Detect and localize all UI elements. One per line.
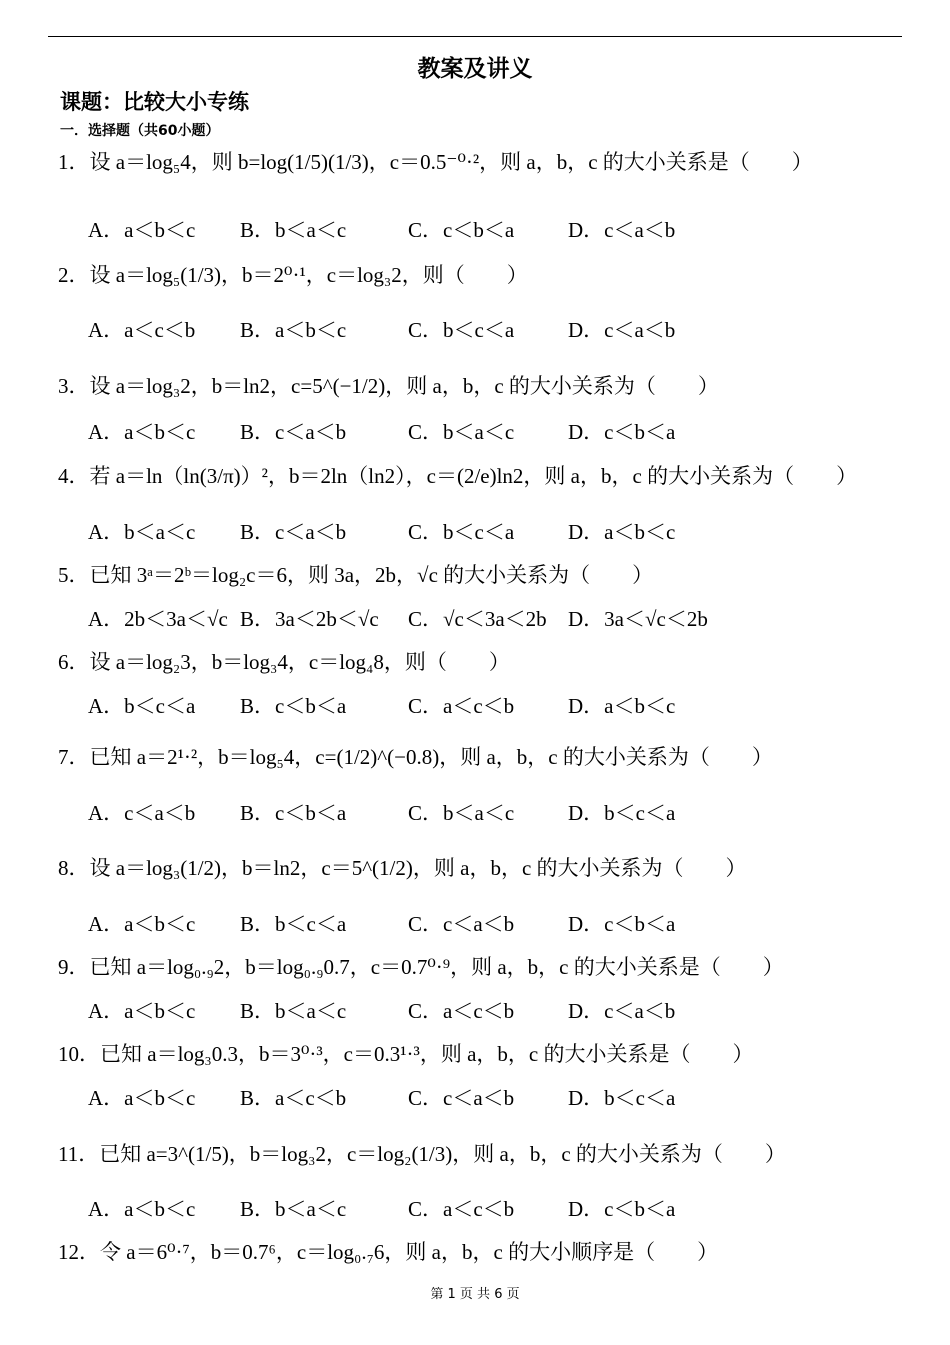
question-2: 2．设 a＝log₅(1/3)，b＝2⁰·¹，c＝log₃2，则（ ） <box>58 263 528 287</box>
question-11: 11．已知 a=3^(1/5)，b＝log₃2，c＝log₂(1/3)，则 a，b，c 的大小关系为（ ） <box>58 1142 786 1166</box>
option-a[interactable]: A．a＜b＜c <box>88 1197 196 1221</box>
question-9: 9．已知 a＝log₀.₉2，b＝log₀.₉0.7，c＝0.7⁰·⁹，则 a，b，c 的大小关系是（ ） <box>58 955 784 979</box>
option-d[interactable]: D．a＜b＜c <box>568 694 676 718</box>
option-d[interactable]: D．c＜a＜b <box>568 218 676 242</box>
option-b[interactable]: B．a＜c＜b <box>240 1086 347 1110</box>
option-d[interactable]: D．c＜b＜a <box>568 1197 676 1221</box>
option-a[interactable]: A．a＜b＜c <box>88 999 196 1023</box>
question-1: 1．设 a＝log₅4，则 b=log(1/5)(1/3)，c＝0.5⁻⁰·²，则 a，b，c 的大小关系是（ ） <box>58 150 813 174</box>
option-c[interactable]: C．b＜a＜c <box>408 420 515 444</box>
option-b[interactable]: B．b＜a＜c <box>240 218 347 242</box>
option-d[interactable]: D．a＜b＜c <box>568 520 676 544</box>
question-7: 7．已知 a＝2¹·²，b＝log₅4，c=(1/2)^(−0.8)，则 a，b，c 的大小关系为（ ） <box>58 745 773 769</box>
option-a[interactable]: A．a＜b＜c <box>88 420 196 444</box>
option-a[interactable]: A．2b＜3a＜√c <box>88 607 228 631</box>
option-b[interactable]: B．c＜a＜b <box>240 420 347 444</box>
option-b[interactable]: B．b＜a＜c <box>240 1197 347 1221</box>
header-rule <box>48 36 902 37</box>
option-b[interactable]: B．c＜b＜a <box>240 801 347 825</box>
option-a[interactable]: A．b＜a＜c <box>88 520 196 544</box>
option-a[interactable]: A．a＜b＜c <box>88 912 196 936</box>
option-c[interactable]: C．a＜c＜b <box>408 999 515 1023</box>
option-d[interactable]: D．c＜b＜a <box>568 912 676 936</box>
option-b[interactable]: B．3a＜2b＜√c <box>240 607 379 631</box>
option-a[interactable]: A．c＜a＜b <box>88 801 196 825</box>
option-b[interactable]: B．c＜a＜b <box>240 520 347 544</box>
option-a[interactable]: A．a＜b＜c <box>88 218 196 242</box>
option-c[interactable]: C．b＜a＜c <box>408 801 515 825</box>
option-a[interactable]: A．b＜c＜a <box>88 694 196 718</box>
option-c[interactable]: C．c＜a＜b <box>408 1086 515 1110</box>
option-c[interactable]: C．a＜c＜b <box>408 1197 515 1221</box>
option-d[interactable]: D．3a＜√c＜2b <box>568 607 708 631</box>
question-6: 6．设 a＝log₂3，b＝log₃4，c＝log₄8，则（ ） <box>58 650 510 674</box>
question-8: 8．设 a＝log₃(1/2)，b＝ln2，c＝5^(1/2)，则 a，b，c 的大小关系为（ ） <box>58 856 747 880</box>
option-c[interactable]: C．b＜c＜a <box>408 520 515 544</box>
option-c[interactable]: C．√c＜3a＜2b <box>408 607 547 631</box>
question-10: 10．已知 a＝log₃0.3，b＝3⁰·³，c＝0.3¹·³，则 a，b，c 的大小关系是（ ） <box>58 1042 754 1066</box>
option-d[interactable]: D．c＜a＜b <box>568 999 676 1023</box>
option-c[interactable]: C．a＜c＜b <box>408 694 515 718</box>
question-3: 3．设 a＝log₃2，b＝ln2，c=5^(−1/2)，则 a，b，c 的大小关系为（ ） <box>58 374 719 398</box>
question-12: 12．令 a＝6⁰·⁷，b＝0.7⁶，c＝log₀.₇6，则 a，b，c 的大小顺序是（ ） <box>58 1240 719 1264</box>
option-c[interactable]: C．c＜a＜b <box>408 912 515 936</box>
option-d[interactable]: D．b＜c＜a <box>568 801 676 825</box>
option-d[interactable]: D．b＜c＜a <box>568 1086 676 1110</box>
option-b[interactable]: B．c＜b＜a <box>240 694 347 718</box>
page-footer: 第 1 页 共 6 页 <box>430 1287 520 1302</box>
lesson-topic: 课题：比较大小专练 <box>60 90 249 114</box>
page-title: 教案及讲义 <box>417 56 533 82</box>
option-a[interactable]: A．a＜c＜b <box>88 318 196 342</box>
question-4: 4．若 a＝ln（ln(3/π)）²，b＝2ln（ln2），c＝(2/e)ln2，则 a，b，c 的大小关系为（ ） <box>58 464 858 488</box>
option-d[interactable]: D．c＜a＜b <box>568 318 676 342</box>
option-c[interactable]: C．c＜b＜a <box>408 218 515 242</box>
option-b[interactable]: B．b＜a＜c <box>240 999 347 1023</box>
section-heading: 一．选择题（共60小题） <box>60 123 220 139</box>
question-5: 5．已知 3ᵃ＝2ᵇ＝log₂c＝6，则 3a，2b，√c 的大小关系为（ ） <box>58 563 654 587</box>
option-c[interactable]: C．b＜c＜a <box>408 318 515 342</box>
option-b[interactable]: B．a＜b＜c <box>240 318 347 342</box>
option-b[interactable]: B．b＜c＜a <box>240 912 347 936</box>
option-d[interactable]: D．c＜b＜a <box>568 420 676 444</box>
option-a[interactable]: A．a＜b＜c <box>88 1086 196 1110</box>
